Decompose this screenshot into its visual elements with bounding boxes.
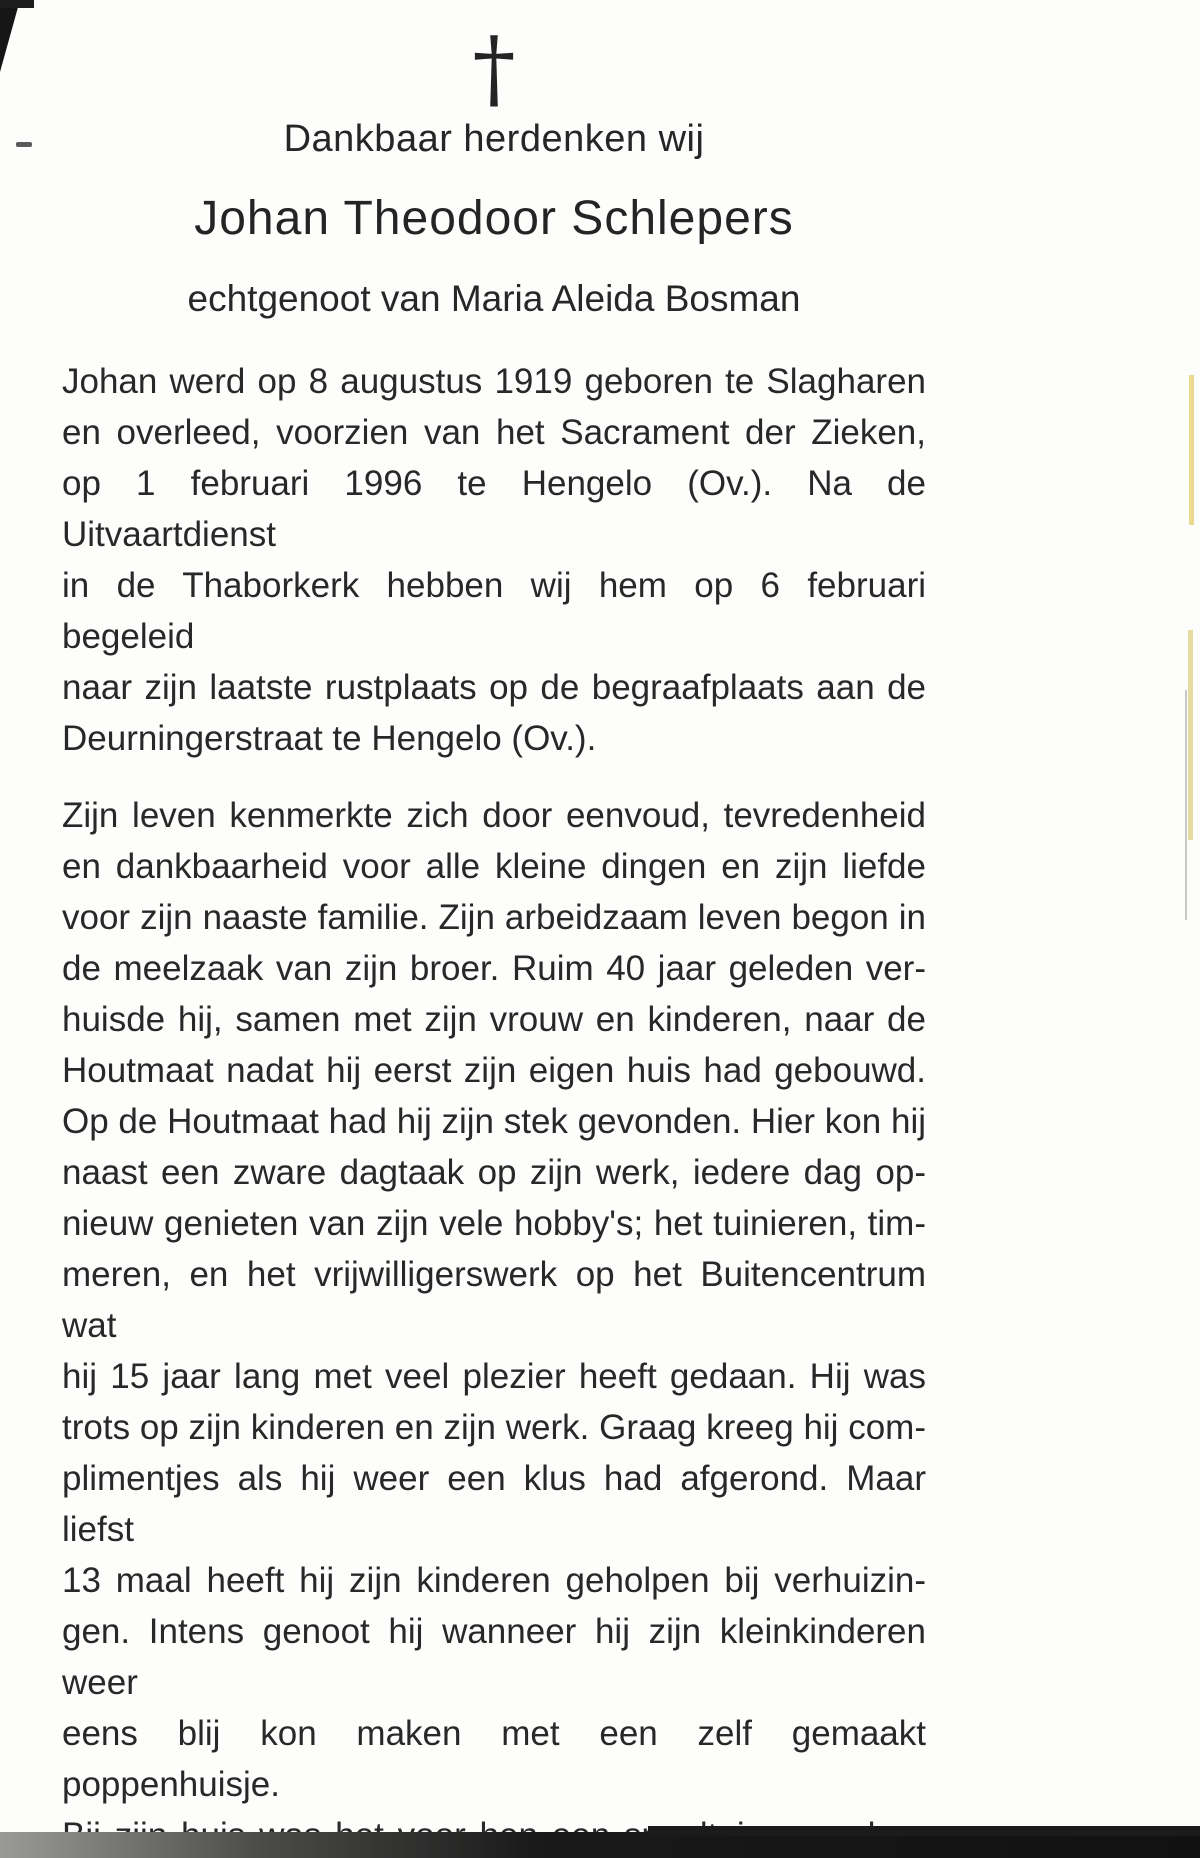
text-line: Houtmaat nadat hij eerst zijn eigen huis had gebouwd.	[62, 1051, 926, 1090]
text-line: trots op zijn kinderen en zijn werk. Graag kreeg hij com-	[62, 1408, 926, 1447]
text-line: Deurningerstraat te Hengelo (Ov.).	[62, 719, 597, 758]
text-line: naar zijn laatste rustplaats op de begraafplaats aan de	[62, 668, 926, 707]
scan-edge-yellow-mark	[1189, 375, 1194, 525]
text-line: 13 maal heeft hij zijn kinderen geholpen bij verhuizin-	[62, 1561, 926, 1600]
spouse-line: echtgenoot van Maria Aleida Bosman	[187, 278, 801, 319]
scan-edge-grey-line	[1185, 690, 1187, 920]
scan-corner-artifact	[0, 0, 20, 72]
text-line: in de Thaborkerk hebben wij hem op 6 februari begeleid	[62, 566, 926, 656]
scan-edge-dash-artifact	[16, 142, 32, 147]
text-line: Johan werd op 8 augustus 1919 geboren te Slagharen	[62, 362, 926, 401]
scan-bottom-bar-artifact	[648, 1826, 1200, 1836]
text-line: gen. Intens genoot hij wanneer hij zijn kleinkinderen weer	[62, 1612, 926, 1702]
text-line: meren, en het vrijwilligerswerk op het Buitencentrum wat	[62, 1255, 926, 1345]
deceased-name: Johan Theodoor Schlepers	[194, 192, 794, 245]
text-line: nieuw genieten van zijn vele hobby's; het tuinieren, tim-	[62, 1204, 926, 1243]
memorial-card-content	[62, 0, 926, 1858]
scan-corner-top-artifact	[0, 0, 34, 8]
text-line: en overleed, voorzien van het Sacrament der Zieken,	[62, 413, 926, 452]
text-line: voor zijn naaste familie. Zijn arbeidzaam leven begon in	[62, 898, 926, 937]
text-line: huisde hij, samen met zijn vrouw en kinderen, naar de	[62, 1000, 926, 1039]
text-line: de meelzaak van zijn broer. Ruim 40 jaar geleden ver-	[62, 949, 926, 988]
text-line: naast een zware dagtaak op zijn werk, iedere dag op-	[62, 1153, 926, 1192]
text-line: Zijn leven kenmerkte zich door eenvoud, tevredenheid	[62, 796, 926, 835]
cross-icon: †	[472, 19, 516, 119]
text-line: op 1 februari 1996 te Hengelo (Ov.). Na de Uitvaartdienst	[62, 464, 926, 554]
text-line: en dankbaarheid voor alle kleine dingen en zijn liefde	[62, 847, 926, 886]
text-line: hij 15 jaar lang met veel plezier heeft gedaan. Hij was	[62, 1357, 926, 1396]
text-line: eens blij kon maken met een zelf gemaakt poppenhuisje.	[62, 1714, 926, 1804]
paragraph-obituary	[62, 356, 926, 764]
text-line: Op de Houtmaat had hij zijn stek gevonden. Hier kon hij	[62, 1102, 926, 1141]
text-line: plimentjes als hij weer een klus had afgerond. Maar liefst	[62, 1459, 926, 1549]
paragraph-life-story	[62, 790, 926, 1858]
intro-line: Dankbaar herdenken wij	[283, 118, 705, 160]
scan-edge-yellow-mark	[1188, 630, 1193, 840]
